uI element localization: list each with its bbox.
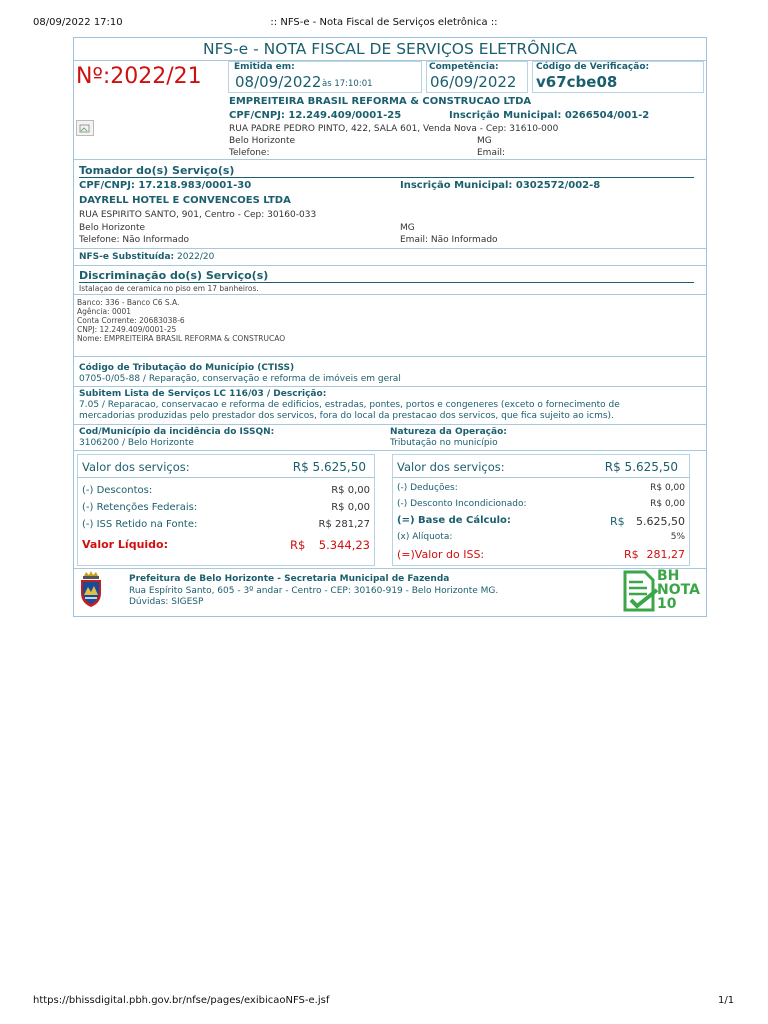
document-check-icon [623,570,659,614]
valor-iss-value: 281,27 [646,548,685,561]
base-calculo-label: (=) Base de Cálculo: [397,515,511,526]
prestador-inscricao: Inscrição Municipal: 0266504/001-2 [449,110,650,121]
competencia-value: 06/09/2022 [430,73,517,91]
left-valor-servicos-value: R$ 5.625,50 [292,460,366,474]
retencoes-value: R$ 0,00 [331,502,370,513]
discriminacao-descricao: Istalaçao de ceramica no piso em 17 banheiros. [79,284,259,293]
competencia-label: Competência: [429,62,499,72]
logo-bh-text: BH [657,568,680,584]
valor-iss-currency: R$ [624,548,639,561]
substituida-row [79,252,214,262]
codigo-label: Código de Verificação: [536,62,650,72]
substituida-label: NFS-e Substituída: [79,252,175,262]
coat-of-arms-icon [79,571,103,609]
natureza-value: Tributação no município [390,438,498,448]
print-datetime: 08/09/2022 17:10 [33,17,123,28]
emitida-label: Emitida em: [234,62,295,72]
liquido-currency: R$ [290,538,306,552]
left-valor-servicos-label: Valor dos serviços: [82,460,190,474]
tomador-cnpj: CPF/CNPJ: 17.218.983/0001-30 [79,180,252,191]
liquido-label: Valor Líquido: [82,538,169,551]
document-title: NFS-e - NOTA FISCAL DE SERVIÇOS ELETRÔNICA [203,40,577,58]
footer-line3: Dúvidas: SIGESP [129,597,204,607]
tomador-nome: DAYRELL HOTEL E CONVENCOES LTDA [79,195,291,206]
prestador-endereco: RUA PADRE PEDRO PINTO, 422, SALA 601, Venda Nova - Cep: 31610-000 [229,124,559,134]
discriminacao-section-title: Discriminação do(s) Serviço(s) [79,269,269,282]
iss-retido-value: R$ 281,27 [318,519,370,530]
discriminacao-line: Conta Corrente: 20683038-6 [77,316,185,325]
ctiss-label: Código de Tributação do Município (CTISS) [79,363,295,373]
prestador-nome: EMPREITEIRA BRASIL REFORMA & CONSTRUCAO LTDA [229,96,532,107]
tomador-uf: MG [400,223,415,233]
natureza-label: Natureza da Operação: [390,427,507,437]
prefeitura-brasao-logo [79,571,103,609]
desconto-incondicionado-label: (-) Desconto Incondicionado: [397,499,527,509]
logo-nota-text: NOTA [657,582,700,598]
discriminacao-line: Nome: EMPREITEIRA BRASIL REFORMA & CONSTRUCAO [77,334,286,343]
liquido-value: 5.344,23 [318,538,370,552]
incidencia-label: Cod/Município da incidência do ISSQN: [79,427,275,437]
prestador-cnpj: CPF/CNPJ: 12.249.409/0001-25 [229,110,402,121]
codigo-value: v67cbe08 [536,73,618,91]
base-calculo-currency: R$ [610,515,625,528]
tomador-email: Email: Não Informado [400,235,498,245]
tomador-section-title: Tomador do(s) Serviço(s) [79,164,235,177]
retencoes-label: (-) Retenções Federais: [82,502,198,513]
prestador-logo-broken-image [76,120,94,136]
nfse-document [73,37,707,617]
incidencia-value: 3106200 / Belo Horizonte [79,438,194,448]
deducoes-value: R$ 0,00 [650,483,685,493]
prestador-telefone: Telefone: [229,148,270,158]
aliquota-value: 5% [670,532,685,542]
tomador-telefone: Telefone: Não Informado [79,235,190,245]
page-title: :: NFS-e - Nota Fiscal de Serviços eletrônica :: [270,17,498,28]
subitem-label: Subitem Lista de Serviços LC 116/03 / Descrição: [79,389,327,399]
subitem-value-line1: 7.05 / Reparacao, conservacao e reforma de edificios, estradas, pontes, portos e congeneres (exceto o fornecimento de [79,400,620,410]
tomador-inscricao: Inscrição Municipal: 0302572/002-8 [400,180,601,191]
descontos-value: R$ 0,00 [331,485,370,496]
discriminacao-line: Agência: 0001 [77,307,132,316]
base-calculo-value: 5.625,50 [636,515,685,528]
tomador-cidade: Belo Horizonte [79,223,146,233]
emitida-date: 08/09/2022 [235,73,322,91]
emitida-time: às 17:10:01 [322,79,373,89]
iss-retido-label: (-) ISS Retido na Fonte: [82,519,198,530]
footer-line2: Rua Espírito Santo, 605 - 3º andar - Centro - CEP: 30160-919 - Belo Horizonte MG. [129,586,499,596]
right-valor-servicos-label: Valor dos serviços: [397,460,505,474]
discriminacao-line: CNPJ: 12.249.409/0001-25 [77,325,177,334]
valor-iss-label: (=)Valor do ISS: [397,548,485,561]
substituida-value: 2022/20 [177,252,215,262]
ctiss-value: 0705-0/05-88 / Reparação, conservação e reforma de imóveis em geral [79,374,401,384]
prestador-email: Email: [477,148,506,158]
prestador-uf: MG [477,136,492,146]
desconto-incondicionado-value: R$ 0,00 [650,499,685,509]
tomador-endereco: RUA ESPIRITO SANTO, 901, Centro - Cep: 30160-033 [79,210,317,220]
broken-image-icon [77,122,93,136]
descontos-label: (-) Descontos: [82,485,153,496]
aliquota-label: (x) Alíquota: [397,532,453,542]
discriminacao-line: Banco: 336 - Banco C6 S.A. [77,298,180,307]
prestador-cidade: Belo Horizonte [229,136,296,146]
right-valor-servicos-value: R$ 5.625,50 [604,460,678,474]
nota-numero: Nº:2022/21 [76,64,202,89]
subitem-value-line2: mercadorias produzidas pelo prestador dos servicos, fora do local da prestacao dos servicos, que fica sujeito ao icms). [79,411,614,421]
page-number: 1/1 [718,995,735,1006]
bh-nota-10-logo [623,570,705,614]
page-url: https://bhissdigital.pbh.gov.br/nfse/pages/exibicaoNFS-e.jsf [33,995,330,1006]
logo-10-text: 10 [657,596,677,612]
footer-line1: Prefeitura de Belo Horizonte - Secretaria Municipal de Fazenda [129,574,450,584]
deducoes-label: (-) Deduções: [397,483,458,493]
